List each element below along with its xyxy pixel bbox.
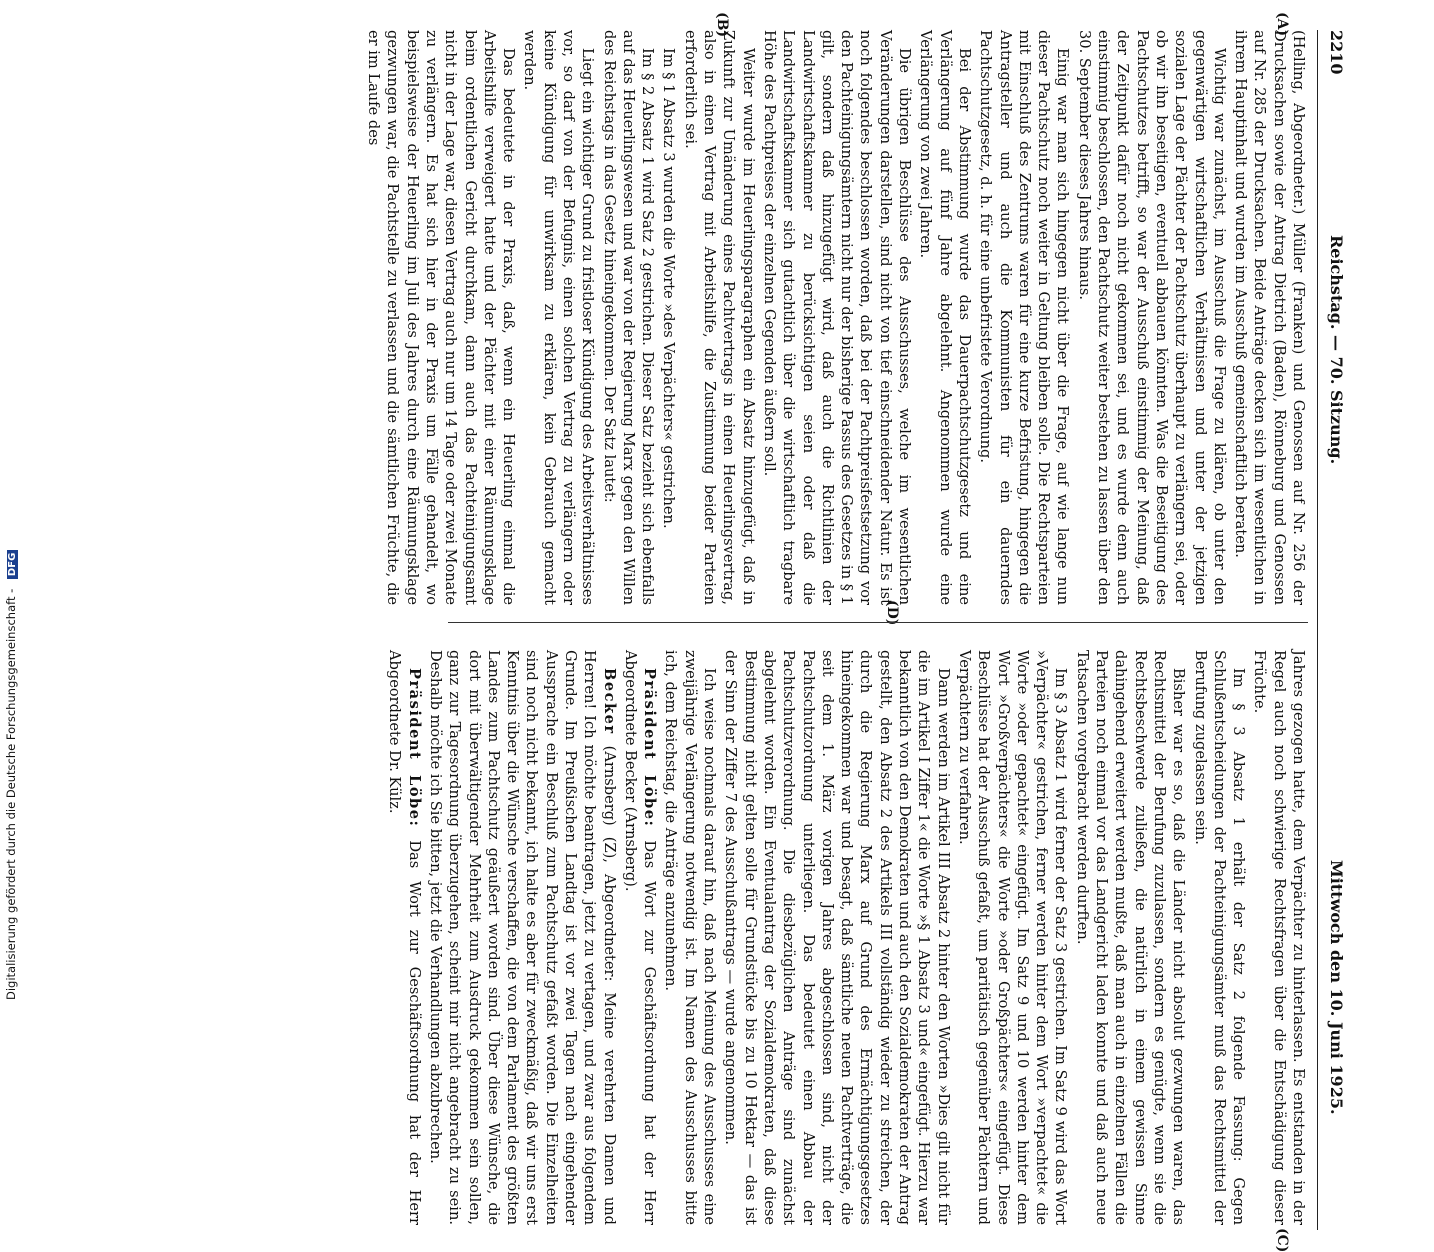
- paragraph: Ich weise nochmals darauf hin, daß nach Meinung des Ausschusses eine zweijährige Verlängerung notwendig ist. Im Namen des Ausschusses bitte ich, dem Reichstag, die Anträge anzunehmen.: [662, 650, 719, 1225]
- paragraph: Dann werden im Artikel III Absatz 2 hinter den Worten »Dies gilt nicht für die im Artikel I Ziffer 1« die Worte »§ 1 Absatz 3 und« eingefügt. Hierzu war bekanntlich von den Demokraten und auch den Sozialdemokraten der Antrag gestellt, den Absatz 2 des Artikels III vollständig wieder zu streichen, der durch die Regierung Marx auf Grund des Ermächtigungsgesetzes hineingekommen war und besagt, daß sämtliche neuen Pachtverträge, die seit dem 1. März vorigen Jahres abgeschlossen sind, nicht der Pachtschutzordnung unterliegen. Das bedeutet einen Abbau der Pachtschutzverordnung. Die diesbezüglichen Anträge sind zunächst abgelehnt worden. Ein Eventualantrag der Sozialdemokraten, daß diese Bestimmung nicht gelten solle für Grundstücke bis zu 10 Hektar — das ist der Sinn der Ziffer 7 des Ausschußantrags — wurde angenommen.: [722, 650, 952, 1225]
- speech-text: (Arnsberg) (Z), Abgeordneter: Meine verehrten Damen und Herren! Ich möchte beantragen, jetzt zu vertagen, und zwar aus folgendem Grunde. Im Preußischen Landtag ist vor zwei Tagen nach eingehender Aussprache ein Beschluß zum Pachtschutz gefaßt worden. Die Einzelheiten sind noch nicht bekannt, ich halte es aber für zweckmäßig, daß wir uns erst Kenntnis über die Wünsche verschaffen, die von dem Parlament des größten Landes zum Pachtschutz geäußert worden sind. Über diese Wünsche, die dort mit überwältigender Mehrheit zum Ausdruck gekommen sein sollen, ganz zur Tagesordnung überzugehen, scheint mir nicht angebracht zu sein. Deshalb möchte ich Sie bitten, jetzt die Verhandlungen abzubrechen.: [426, 650, 618, 1225]
- session-date: Mittwoch den 10. Juni 1925.: [1327, 860, 1346, 1115]
- funding-text: Digitalisierung gefördert durch die Deutsche Forschungsgemeinschaft -: [4, 588, 18, 1000]
- paragraph: Im § 1 Absatz 3 wurden die Worte »des Verpächters« gestrichen.: [660, 48, 678, 529]
- paragraph: Jahres gezogen hatte, dem Verpächter zu hinterlassen. Es entstanden in der Regel auch noch schwierige Rechtsfragen über die Entschädigung dieser Früchte.: [1251, 650, 1307, 1225]
- paragraph: Die übrigen Beschlüsse des Ausschusses, welche im wesentlichen Veränderungen darstellen, sind nicht von tief einschneidender Natur. Es ist noch folgendes beschlossen worden, daß bei der Pachtpreisfestsetzung vor den Pachteinigungsämtern nicht nur der bisherige Passus des Gesetzes in § 1 gilt, sondern daß hinzugefügt wird, daß auch die Richtlinien der Landwirtschaftskammer zu berücksichtigen seien oder daß die Landwirtschaftskammer sich gutachtlich über die wirtschaftlich tragbare Höhe des Pachtpreises der einzelnen Gegenden äußern soll.: [760, 30, 914, 605]
- paragraph: (Helling, Abgeordneter.) Müller (Franken) und Genossen auf Nr. 256 der Drucksachen sowie der Antrag Dietrich (Baden), Rönneburg und Genossen auf Nr. 285 der Drucksachen. Beide Anträge decken sich im wesentlichen in ihrem Hauptinhalt und wurden im Ausschuß gemeinschaftlich beraten.: [1232, 30, 1307, 605]
- margin-mark-a: (A): [1274, 12, 1290, 37]
- speech: [426, 650, 619, 1225]
- speech-text: Das Wort zur Geschäftsordnung hat der Herr Abgeordnete Becker (Arnsberg).: [621, 650, 659, 1226]
- quoted-paragraph: Liegt ein wichtiger Grund zu fristloser Kündigung des Arbeitsverhältnisses vor, so darf von der Befugnis, einen solchen Vertrag zu verlängern oder keine Kündigung für unwirksam zu erklären, kein Gebrauch gemacht werden.: [521, 30, 597, 605]
- paragraph: Im § 2 Absatz 1 wird Satz 2 gestrichen. Dieser Satz bezieht sich ebenfalls auf das Heuerlingswesen und war von der Regierung Marx gegen den Willen des Reichstags in das Gesetz hineingekommen. Der Satz lautet:: [600, 30, 657, 605]
- speech: [385, 650, 424, 1225]
- funding-note: [4, 550, 18, 1000]
- dfg-logo: DFG: [7, 550, 18, 579]
- speaker-name: Becker: [600, 668, 618, 735]
- paragraph: Im § 3 Absatz 1 erhält der Satz 2 folgende Fassung: Gegen Schlußentscheidungen der Pachteinigungsämter muß das Rechtsmittel der Berufung zugelassen sein.: [1191, 650, 1248, 1225]
- speaker-name: Präsident Löbe:: [641, 668, 659, 828]
- rotated-page: [110, 0, 1360, 1252]
- speech-text: Das Wort zur Geschäftsordnung hat der Herr Abgeordnete Dr. Külz.: [386, 650, 423, 1226]
- session-title: Reichstag. — 70. Sitzung.: [1327, 235, 1346, 465]
- speaker-name: Präsident Löbe:: [405, 668, 423, 828]
- left-column: [365, 30, 1308, 605]
- speech: [621, 650, 660, 1225]
- paragraph: Das bedeutete in der Praxis, daß, wenn ein Heuerling einmal die Arbeitshilfe verweigert hatte und der Pächter mit einer Räumungsklage beim ordentlichen Gericht durchkam, dann auch das Pachteinigungsamt nicht in der Lage war, diesen Vertrag auch nur um 14 Tage oder zwei Monate zu verlängern. Es hat sich hier in der Praxis um Fälle gehandelt, wo beispielsweise der Heuerling im Juli des Jahres durch eine Räumungsklage gezwungen war, die Pachtstelle zu verlassen und die sämtlichen Früchte, die er im Laufe des: [365, 30, 518, 605]
- margin-mark-d: (D): [884, 600, 900, 626]
- paragraph: Bei der Abstimmung wurde das Dauerpachtschutzgesetz und eine Verlängerung auf fünf Jahre abgelehnt. Angenommen wurde eine Verlängerung von zwei Jahren.: [917, 30, 973, 605]
- paragraph: Bisher war es so, daß die Länder nicht absolut gezwungen waren, das Rechtsmittel der Berufung zuzulassen, sondern es genügte, wenn sie die Rechtsbeschwerde zuließen, die natürlich in einem gewissen Sinne dahingehend erweitert werden mußte, daß man auch in einzelnen Fällen die Parteien noch einmal vor das Landgericht laden konnte und daß auch neue Tatsachen vorgebracht werden durften.: [1073, 650, 1188, 1225]
- page-header: [1318, 30, 1346, 1230]
- paragraph: Wichtig war zunächst, im Ausschuß die Frage zu klären, ob unter den gegenwärtigen wirtschaftlichen Verhältnissen und unter der jetzigen sozialen Lage der Pächter der Pachtschutz überhaupt zu verlängern sei, oder ob wir ihn beseitigen, eventuell abbauen könnten. Was die Beseitigung des Pachtschutzes betrifft, so war der Ausschuß einstimmig der Meinung, daß der Zeitpunkt dafür noch nicht gekommen sei, und es wurde denn auch einstimmig beschlossen, den Pachtschutz weiter bestehen zu lassen über den 30. September dieses Jahres hinaus.: [1075, 30, 1228, 605]
- margin-mark-c: (C): [1274, 1228, 1290, 1252]
- right-column: [386, 650, 1308, 1226]
- paragraph: Im § 3 Absatz 1 wird ferner der Satz 3 gestrichen. Im Satz 9 wird das Wort »Verpächter« gestrichen, ferner werden hinter dem Wort »verpachtet« die Worte »oder gepachtet« eingefügt. Im Satz 9 und 10 werden hinter dem Wort »Großverpächters« die Worte »oder Großpächters« eingefügt. Diese Beschlüsse hat der Ausschuß gefaßt, um paritätisch gegenüber Pächtern und Verpächtern zu verfahren.: [955, 650, 1070, 1225]
- page-number: 2210: [1327, 30, 1346, 75]
- paragraph: Weiter wurde im Heuerlingsparagraphen ein Absatz hinzugefügt, daß in Zukunft zur Umänderung eines Pachtvertrags in einen Heuerlingsvertrag, also in einen Vertrag mit Arbeitshilfe, die Zustimmung beider Parteien erforderlich sei.: [681, 30, 757, 605]
- paragraph: Einig war man sich hingegen nicht über die Frage, auf wie lange nun dieser Pachtschutz noch weiter in Geltung bleiben solle. Die Rechtsparteien mit Einschluß des Zentrums waren für eine kurze Befristung, hingegen die Antragsteller und auch die Kommunisten für ein dauerndes Pachtschutzgesetz, d. h. für eine unbefristete Verordnung.: [977, 30, 1072, 605]
- margin-mark-b: (B): [714, 12, 730, 38]
- header-rule: [1317, 30, 1318, 1230]
- column-divider: [448, 622, 1308, 623]
